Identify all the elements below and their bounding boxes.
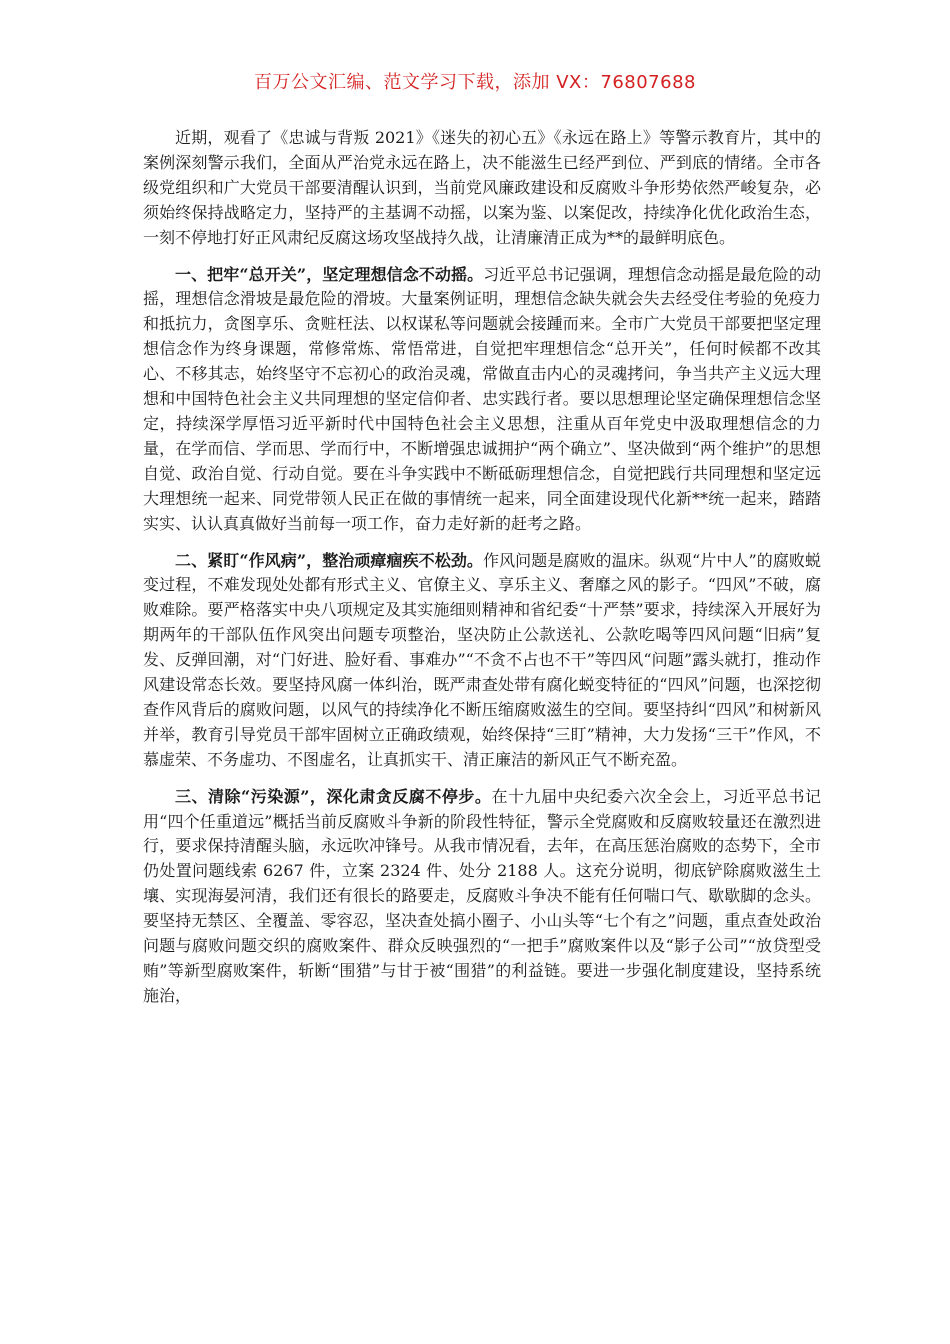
- section-heading-3: 三、清除“污染源”，深化肃贪反腐不停步。: [175, 786, 492, 806]
- section-paragraph-2: [143, 549, 821, 773]
- section-body-3: 在十九届中央纪委六次全会上，习近平总书记用“四个任重道远”概括当前反腐败斗争新的阶段性特征，警示全党腐败和反腐败较量还在激烈进行，要求保持清醒头脑，永远吹冲锋号。从我市情况看，去年，在高压惩治腐败的态势下，全市仍处置问题线索 6267 件，立案 2324 件、处分 2188 人。这充分说明，彻底铲除腐败滋生土壤、实现海晏河清，我们还有很长的路要走，反腐败斗争决不能有任何喘口气、歇歇脚的念头。要坚持无禁区、全覆盖、零容忍，坚决查处搞小圈子、小山头等“七个有之”问题，重点查处政治问题与腐败问题交织的腐败案件、群众反映强烈的“一把手”腐败案件以及“影子公司”“放贷型受贿”等新型腐败案件，斩断“围猎”与甘于被“围猎”的利益链。要进一步强化制度建设，坚持系统施治，: [143, 786, 821, 1005]
- section-paragraph-3: [143, 785, 821, 1009]
- section-paragraph-1: [143, 263, 821, 537]
- document-body: [143, 126, 821, 1021]
- section-heading-2: 二、紧盯“作风病”，整治顽瘴痼疾不松劲。: [175, 550, 483, 570]
- intro-paragraph: 近期，观看了《忠诚与背叛 2021》《迷失的初心五》《永远在路上》等警示教育片，其中的案例深刻警示我们，全面从严治党永远在路上，决不能滋生已经严到位、严到底的情绪。全市各级党组织和广大党员干部要清醒认识到，当前党风廉政建设和反腐败斗争形势依然严峻复杂，必须始终保持战略定力，坚持严的主基调不动摇，以案为鉴、以案促改，持续净化优化政治生态，一刻不停地打好正风肃纪反腐这场攻坚战持久战，让清廉清正成为**的最鲜明底色。: [143, 128, 821, 247]
- section-body-1: 习近平总书记强调，理想信念动摇是最危险的动摇，理想信念滑坡是最危险的滑坡。大量案例证明，理想信念缺失就会失去经受住考验的免疫力和抵抗力，贪图享乐、贪赃枉法、以权谋私等问题就会接踵而来。全市广大党员干部要把坚定理想信念作为终身课题，常修常炼、常悟常进，自觉把牢理想信念“总开关”，任何时候都不改其心、不移其志，始终坚守不忘初心的政治灵魂，常做直击内心的灵魂拷问，争当共产主义远大理想和中国特色社会主义共同理想的坚定信仰者、忠实践行者。要以思想理论坚定确保理想信念坚定，持续深学厚悟习近平新时代中国特色社会主义思想，注重从百年党史中汲取理想信念的力量，在学而信、学而思、学而行中，不断增强忠诚拥护“两个确立”、坚决做到“两个维护”的思想自觉、政治自觉、行动自觉。要在斗争实践中不断砥砺理想信念，自觉把践行共同理想和坚定远大理想统一起来、同党带领人民正在做的事情统一起来，同全面建设现代化新**统一起来，踏踏实实、认认真真做好当前每一项工作，奋力走好新的赶考之路。: [143, 264, 821, 533]
- section-body-2: 作风问题是腐败的温床。纵观“片中人”的腐败蜕变过程，不难发现处处都有形式主义、官僚主义、享乐主义、奢靡之风的影子。“四风”不破，腐败难除。要严格落实中央八项规定及其实施细则精神和省纪委“十严禁”要求，持续深入开展好为期两年的干部队伍作风突出问题专项整治，坚决防止公款送礼、公款吃喝等四风问题“旧病”复发、反弹回潮，对“门好进、脸好看、事难办”“不贪不占也不干”等四风“问题”露头就打，推动作风建设常态长效。要坚持风腐一体纠治，既严肃查处带有腐化蜕变特征的“四风”问题，也深挖彻查作风背后的腐败问题，以风气的持续净化不断压缩腐败滋生的空间。要坚持纠“四风”和树新风并举，教育引导党员干部牢固树立正确政绩观，始终保持“三盯”精神，大力发扬“三干”作风，不慕虚荣、不务虚功、不图虚名，让真抓实干、清正廉洁的新风正气不断充盈。: [143, 550, 821, 769]
- section-heading-1: 一、把牢“总开关”，坚定理想信念不动摇。: [175, 264, 484, 284]
- promo-banner: 百万公文汇编、范文学习下载，添加 VX：76807688: [254, 72, 696, 93]
